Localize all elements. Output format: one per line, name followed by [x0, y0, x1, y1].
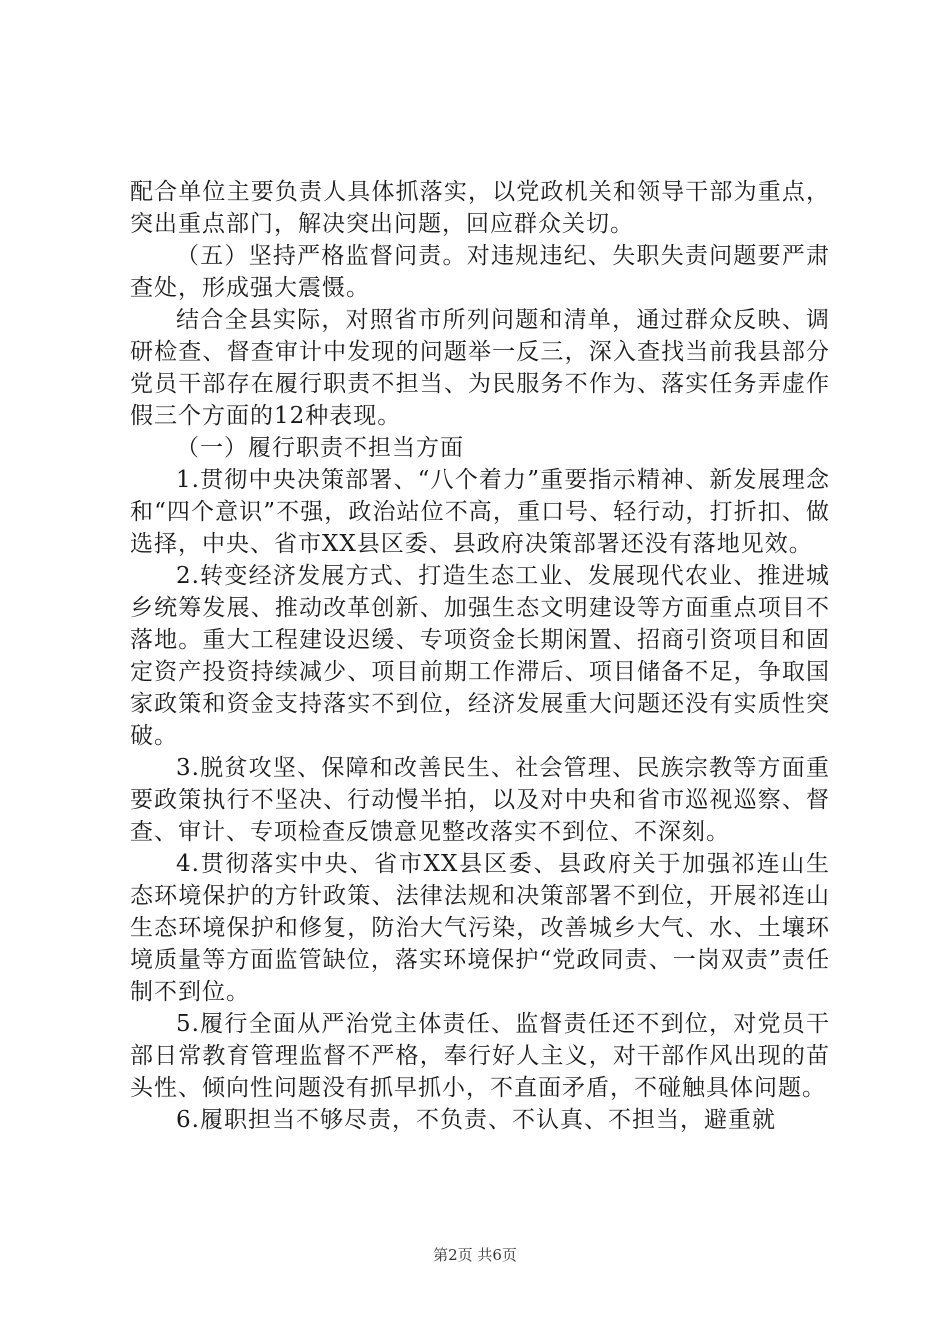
paragraph: 3.脱贫攻坚、保障和改善民生、社会管理、民族宗教等方面重要政策执行不坚决、行动慢半拍，以及对中央和省市巡视巡察、督查、审计、专项检查反馈意见整改落实不到位、不深刻。	[130, 755, 830, 845]
paragraph: 4.贯彻落实中央、省市XX县区委、县政府关于加强祁连山生态环境保护的方针政策、法律法规和决策部署不到位，开展祁连山生态环境保护和修复，防治大气污染，改善城乡大气、水、土壤环境质量等方面监管缺位，落实环境保护“党政同责、一岗双责”责任制不到位。	[130, 851, 830, 1005]
paragraph: 5.履行全面从严治党主体责任、监督责任还不到位，对党员干部日常教育管理监督不严格，奉行好人主义，对干部作风出现的苗头性、倾向性问题没有抓早抓小，不直面矛盾，不碰触具体问题。	[130, 1011, 830, 1101]
paragraph: 6.履职担当不够尽责，不负责、不认真、不担当，避重就	[176, 1107, 776, 1133]
paragraph: 结合全县实际，对照省市所列问题和清单，通过群众反映、调研检查、督查审计中发现的问题举一反三，深入查找当前我县部分党员干部存在履行职责不担当、为民服务不作为、落实任务弄虚作假三个方面的12种表现。	[130, 307, 830, 429]
page-number-footer: 第2页 共6页	[433, 1246, 517, 1264]
paragraph: 1.贯彻中央决策部署、“八个着力”重要指示精神、新发展理念和“四个意识”不强，政治站位不高，重口号、轻行动，打折扣、做选择，中央、省市XX县区委、县政府决策部署还没有落地见效。	[130, 467, 830, 557]
paragraph: 2.转变经济发展方式、打造生态工业、发展现代农业、推进城乡统筹发展、推动改革创新、加强生态文明建设等方面重点项目不落地。重大工程建设迟缓、专项资金长期闲置、招商引资项目和固定资产投资持续减少、项目前期工作滞后、项目储备不足，争取国家政策和资金支持落实不到位，经济发展重大问题还没有实质性突破。	[130, 563, 830, 749]
paragraph: （五）坚持严格监督问责。对违规违纪、失职失责问题要严肃查处，形成强大震慑。	[130, 243, 830, 301]
document-body	[130, 176, 830, 1136]
paragraph: 配合单位主要负责人具体抓落实，以党政机关和领导干部为重点，突出重点部门，解决突出问题，回应群众关切。	[130, 179, 830, 237]
section-heading: （一）履行职责不担当方面	[176, 435, 464, 461]
